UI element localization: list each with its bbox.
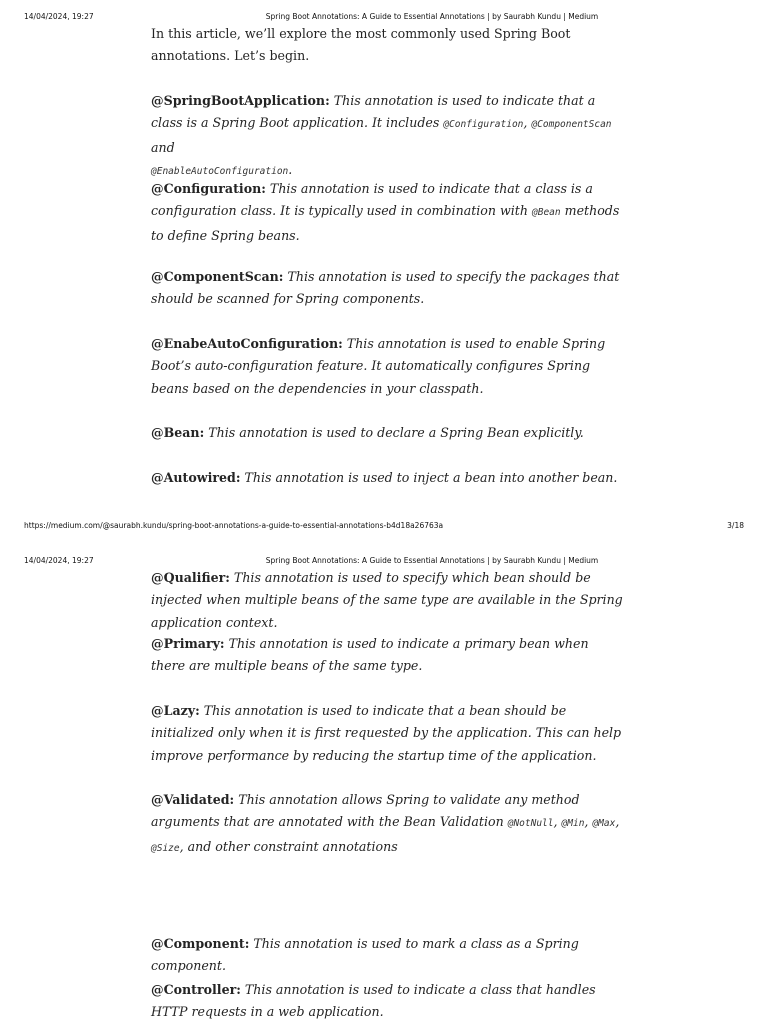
print-page-number: 3/18 <box>727 521 744 530</box>
code-max: @Max <box>592 818 616 830</box>
annotation-term: @EnabeAutoConfiguration: <box>151 336 343 351</box>
annotation-enableautoconfiguration <box>151 333 626 400</box>
code-enableautoconfiguration: @EnableAutoConfiguration <box>151 165 289 177</box>
annotation-term: @Lazy: <box>151 703 200 718</box>
annotation-desc: This annotation is used to indicate that a class is a Spring Boot application. It includes <box>151 93 596 131</box>
annotation-desc: This annotation is used to indicate that a bean should be initialized only when it is first requested by the application. This can help improve performance by reducing the startup time of the application. <box>151 703 622 763</box>
print-date: 14/04/2024, 19:27 <box>24 556 94 565</box>
print-footer <box>0 519 768 533</box>
separator: and <box>151 139 175 155</box>
annotation-qualifier <box>151 567 626 634</box>
annotation-desc: This annotation is used to enable Spring Boot’s auto-configuration feature. It automatically configures Spring beans based on the dependencies in your classpath. <box>151 336 606 396</box>
code-notnull: @NotNull <box>507 818 554 830</box>
annotation-term: @Configuration: <box>151 181 266 196</box>
annotation-desc: This annotation is used to indicate that a class is a configuration class. It is typically used in combination with <box>151 181 593 219</box>
annotation-component <box>151 933 626 978</box>
separator: , <box>553 814 558 830</box>
annotation-desc: This annotation is used to inject a bean into another bean. <box>244 470 618 485</box>
code-configuration: @Configuration <box>443 119 524 131</box>
annotation-lazy <box>151 700 626 767</box>
print-title: Spring Boot Annotations: A Guide to Essential Annotations | by Saurabh Kundu | Medium <box>265 556 599 565</box>
annotation-term: @Controller: <box>151 982 241 997</box>
code-bean: @Bean <box>532 207 561 219</box>
print-date: 14/04/2024, 19:27 <box>24 12 94 21</box>
annotation-desc-cont: methods to define Spring beans. <box>151 203 620 243</box>
intro-paragraph: In this article, we’ll explore the most commonly used Spring Boot annotations. Let’s begin. <box>151 26 571 64</box>
annotation-term: @Primary: <box>151 636 225 651</box>
annotation-desc: This annotation is used to indicate a class that handles HTTP requests in a web application. <box>151 982 596 1020</box>
print-title: Spring Boot Annotations: A Guide to Essential Annotations | by Saurabh Kundu | Medium <box>265 12 599 21</box>
print-header <box>0 10 768 24</box>
annotation-primary <box>151 633 626 678</box>
annotation-controller <box>151 979 626 1024</box>
annotation-desc: This annotation is used to specify which bean should be injected when multiple beans of the same type are available in the Spring application context. <box>151 570 623 630</box>
separator: , <box>615 814 620 830</box>
annotation-desc: This annotation is used to mark a class as a Spring component. <box>151 936 579 974</box>
code-size: @Size <box>151 842 180 854</box>
annotation-term: @Autowired: <box>151 470 241 485</box>
annotation-desc-cont: , and other constraint annotations <box>179 838 398 854</box>
annotation-componentscan <box>151 266 626 311</box>
annotation-desc: This annotation is used to indicate a primary bean when there are multiple beans of the same type. <box>151 636 589 674</box>
annotation-term: @Validated: <box>151 792 235 807</box>
annotation-desc: This annotation is used to declare a Spring Bean explicitly. <box>208 425 584 440</box>
annotation-desc: This annotation is used to specify the packages that should be scanned for Spring components. <box>151 269 620 307</box>
annotation-term: @ComponentScan: <box>151 269 284 284</box>
annotation-springbootapplication <box>151 90 626 183</box>
annotation-term: @Component: <box>151 936 250 951</box>
code-min: @Min <box>561 818 585 830</box>
print-header <box>0 554 768 568</box>
annotation-term: @Qualifier: <box>151 570 230 585</box>
annotation-term: @Bean: <box>151 425 205 440</box>
separator: , <box>523 115 528 131</box>
separator: . <box>288 161 293 177</box>
annotation-validated <box>151 789 626 860</box>
annotation-autowired <box>151 467 626 489</box>
annotation-bean <box>151 422 626 444</box>
annotation-configuration <box>151 178 626 247</box>
annotation-term: @SpringBootApplication: <box>151 93 330 108</box>
annotation-desc: This annotation allows Spring to validate any method arguments that are annotated with the Bean Validation <box>151 792 580 830</box>
code-componentscan: @ComponentScan <box>531 119 612 131</box>
print-url: https://medium.com/@saurabh.kundu/spring-boot-annotations-a-guide-to-essential-annotations-b4d18a26763a <box>24 521 444 530</box>
separator: , <box>584 814 589 830</box>
